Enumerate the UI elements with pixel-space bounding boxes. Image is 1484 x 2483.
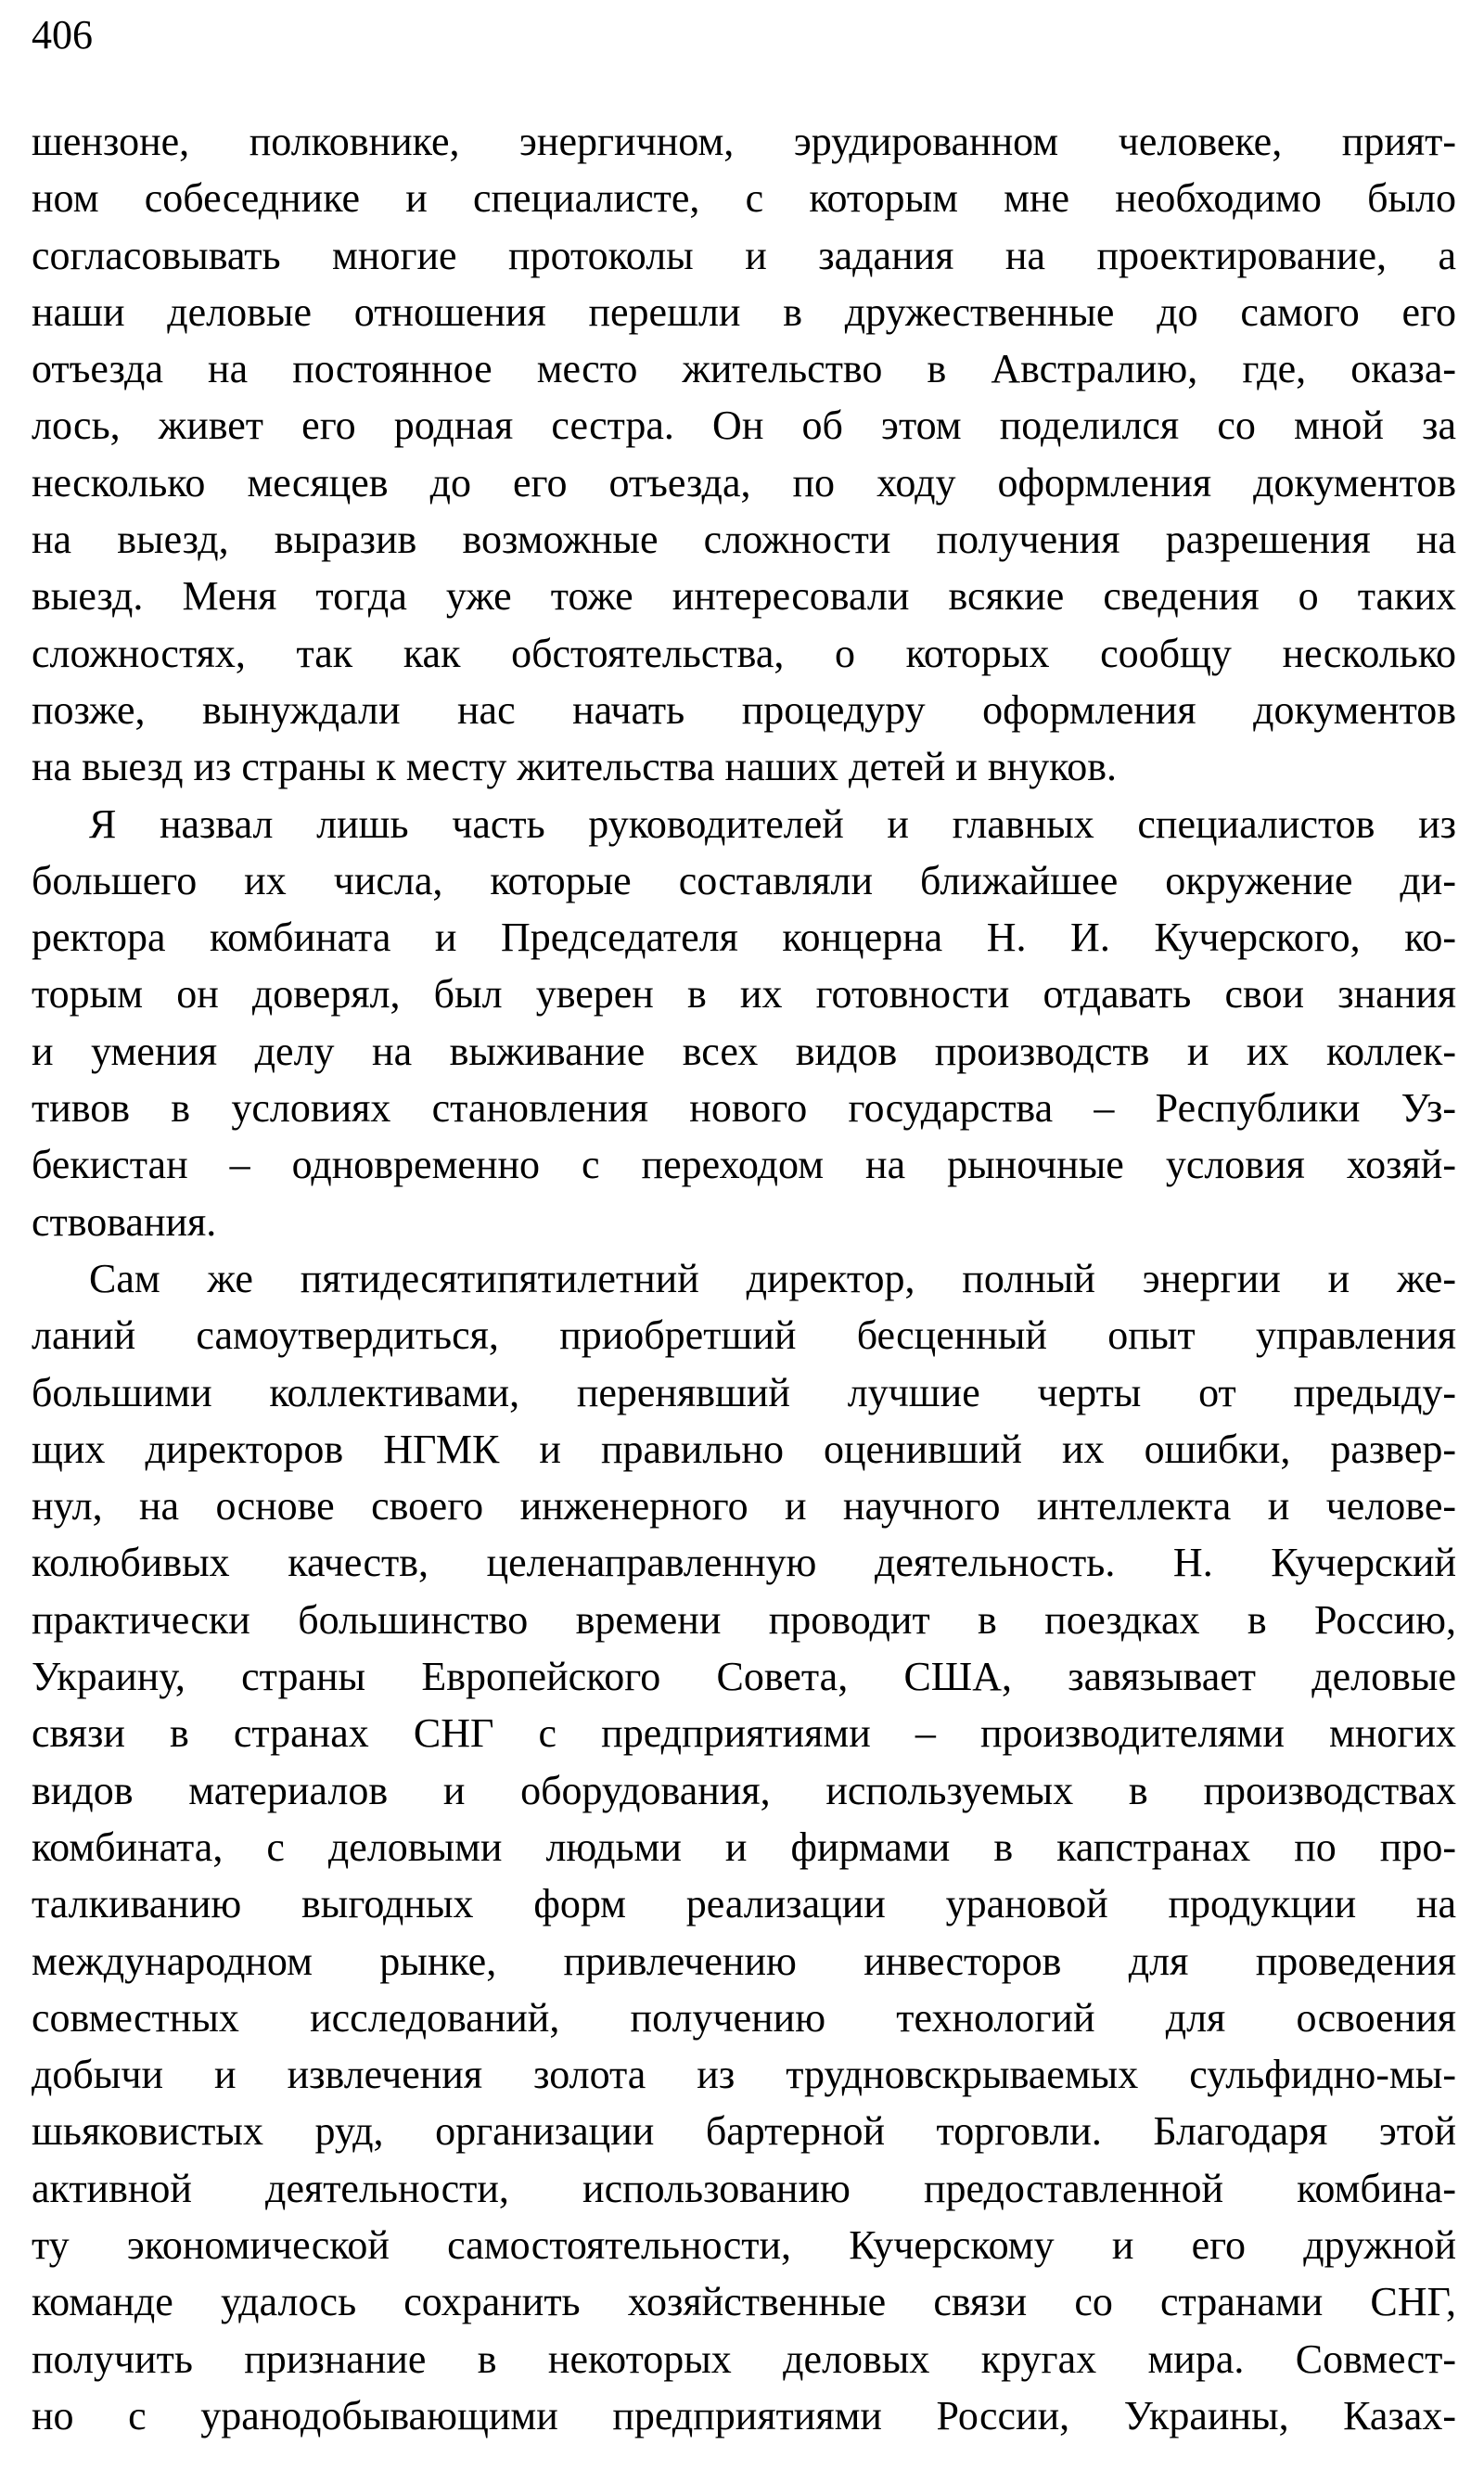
text-line: международном рынке, привлечению инвесторов для проведения: [32, 1938, 1456, 1984]
paragraph: [32, 796, 1456, 1250]
text-line: щих директоров НГМК и правильно оценивший их ошибки, развер-: [32, 1426, 1456, 1472]
text-line: Украину, страны Европейского Совета, США, завязывает деловые: [32, 1654, 1456, 1700]
text-line: комбината, с деловыми людьми и фирмами в капстранах по про-: [32, 1824, 1456, 1870]
text-line: Я назвал лишь часть руководителей и главных специалистов из: [89, 800, 1456, 847]
page-number: 406: [32, 12, 93, 58]
text-line: выезд. Меня тогда уже тоже интересовали всякие сведения о таких: [32, 573, 1456, 620]
text-line: шьяковистых руд, организации бартерной торговли. Благодаря этой: [32, 2108, 1456, 2155]
text-line: наши деловые отношения перешли в дружественные до самого его: [32, 288, 1456, 335]
text-line: торым он доверял, был уверен в их готовности отдавать свои знания: [32, 971, 1456, 1018]
text-line: добычи и извлечения золота из трудновскрываемых сульфидно-мы-: [32, 2052, 1456, 2098]
text-line: талкиванию выгодных форм реализации урановой продукции на: [32, 1881, 1456, 1927]
text-line: ту экономической самостоятельности, Кучерскому и его дружной: [32, 2221, 1456, 2268]
text-line: видов материалов и оборудования, используемых в производствах: [32, 1767, 1456, 1813]
text-line: на выезд из страны к месту жительства наших детей и внуков.: [32, 744, 1118, 790]
text-line: согласовывать многие протоколы и задания на проектирование, а: [32, 232, 1456, 278]
text-line: большими коллективами, перенявший лучшие черты от предыду-: [32, 1369, 1456, 1415]
text-line: ректора комбината и Председателя концерна Н. И. Кучерского, ко-: [32, 915, 1456, 961]
body-text: [32, 113, 1456, 2444]
text-line: но с уранодобывающими предприятиями России, Украины, Казах-: [32, 2392, 1456, 2438]
text-line: позже, вынуждали нас начать процедуру оформления документов: [32, 686, 1456, 733]
paragraph: [32, 1250, 1456, 2444]
text-line: ствования.: [32, 1198, 217, 1245]
text-line: большего их числа, которые составляли ближайшее окружение ди-: [32, 857, 1456, 903]
text-line: практически большинство времени проводит в поездках в Россию,: [32, 1596, 1456, 1643]
text-line: бекистан – одновременно с переходом на рыночные условия хозяй-: [32, 1142, 1456, 1188]
text-line: ланий самоутвердиться, приобретший бесценный опыт управления: [32, 1312, 1456, 1359]
text-line: несколько месяцев до его отъезда, по ходу оформления документов: [32, 459, 1456, 506]
text-line: отъезда на постоянное место жительство в Австралию, где, оказа-: [32, 346, 1456, 392]
text-line: сложностях, так как обстоятельства, о которых сообщу несколько: [32, 630, 1456, 676]
text-line: ном собеседнике и специалисте, с которым мне необходимо было: [32, 175, 1456, 222]
text-line: получить признание в некоторых деловых кругах мира. Совмест-: [32, 2336, 1456, 2382]
text-line: и умения делу на выживание всех видов производств и их коллек-: [32, 1028, 1456, 1074]
text-line: нул, на основе своего инженерного и научного интеллекта и челове-: [32, 1483, 1456, 1529]
text-line: колюбивых качеств, целенаправленную деятельность. Н. Кучерский: [32, 1540, 1456, 1586]
text-line: команде удалось сохранить хозяйственные связи со странами СНГ,: [32, 2279, 1456, 2325]
text-line: шензоне, полковнике, энергичном, эрудированном человеке, прият-: [32, 119, 1456, 164]
text-line: лось, живет его родная сестра. Он об этом поделился со мной за: [32, 403, 1456, 449]
paragraph: [32, 113, 1456, 796]
text-line: активной деятельности, использованию предоставленной комбина-: [32, 2165, 1456, 2211]
text-line: связи в странах СНГ с предприятиями – производителями многих: [32, 1710, 1456, 1757]
text-line: тивов в условиях становления нового государства – Республики Уз-: [32, 1085, 1456, 1132]
text-line: совместных исследований, получению технологий для освоения: [32, 1994, 1456, 2041]
text-line: Сам же пятидесятипятилетний директор, полный энергии и же-: [89, 1255, 1456, 1301]
text-line: на выезд, выразив возможные сложности получения разрешения на: [32, 517, 1456, 563]
